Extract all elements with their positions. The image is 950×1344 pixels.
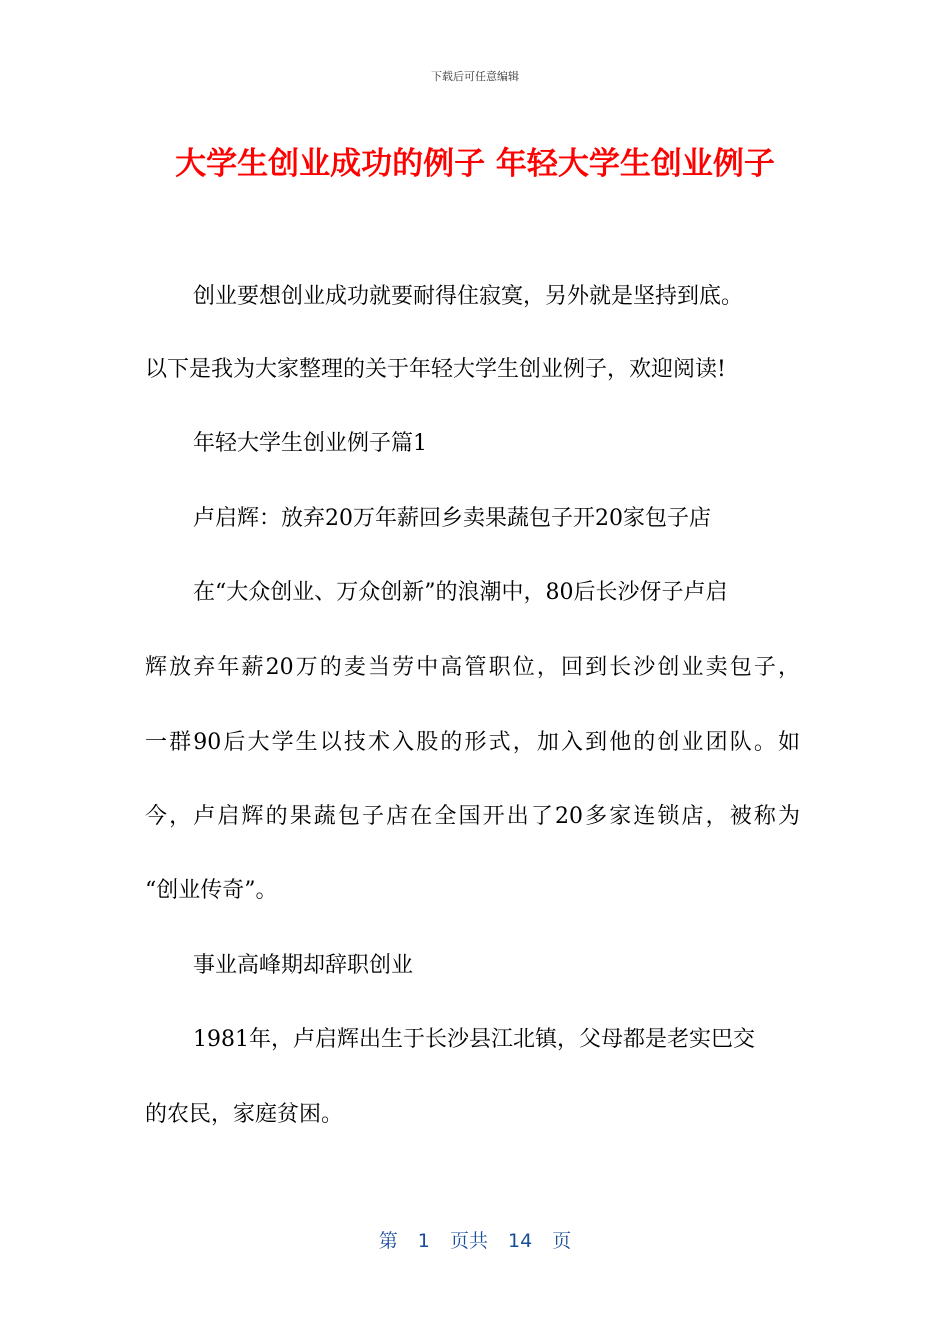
footer-middle: 页共 (449, 1230, 488, 1252)
section-heading: 年轻大学生创业例子篇1 (193, 431, 427, 456)
footer-prefix: 第 (378, 1230, 398, 1252)
paragraph-line: 辉放弃年薪20万的麦当劳中高管职位，回到长沙创业卖包子， (145, 655, 800, 680)
paragraph-line: 卢启辉：放弃20万年薪回乡卖果蔬包子开20家包子店 (193, 506, 711, 531)
paragraph-line: 一群90后大学生以技术入股的形式，加入到他的创业团队。如 (145, 730, 800, 755)
paragraph-line: 创业要想创业成功就要耐得住寂寞，另外就是坚持到底。 (193, 284, 744, 309)
page-footer (0, 1226, 950, 1253)
footer-total-pages: 14 (508, 1230, 533, 1252)
paragraph-line: 今，卢启辉的果蔬包子店在全国开出了20多家连锁店，被称为 (145, 804, 800, 829)
header-note: 下载后可任意编辑 (431, 70, 519, 83)
page-title: 大学生创业成功的例子 年轻大学生创业例子 (175, 146, 775, 182)
paragraph-line: “创业传奇”。 (145, 878, 278, 903)
footer-page-number: 1 (417, 1230, 430, 1252)
footer-suffix: 页 (552, 1230, 572, 1252)
section-heading: 事业高峰期却辞职创业 (193, 953, 414, 978)
paragraph-line: 以下是我为大家整理的关于年轻大学生创业例子，欢迎阅读! (145, 357, 726, 382)
paragraph-line: 1981年，卢启辉出生于长沙县江北镇，父母都是老实巴交 (193, 1027, 755, 1052)
paragraph-line: 在“大众创业、万众创新”的浪潮中，80后长沙伢子卢启 (193, 580, 728, 605)
paragraph-line: 的农民，家庭贫困。 (145, 1102, 344, 1127)
